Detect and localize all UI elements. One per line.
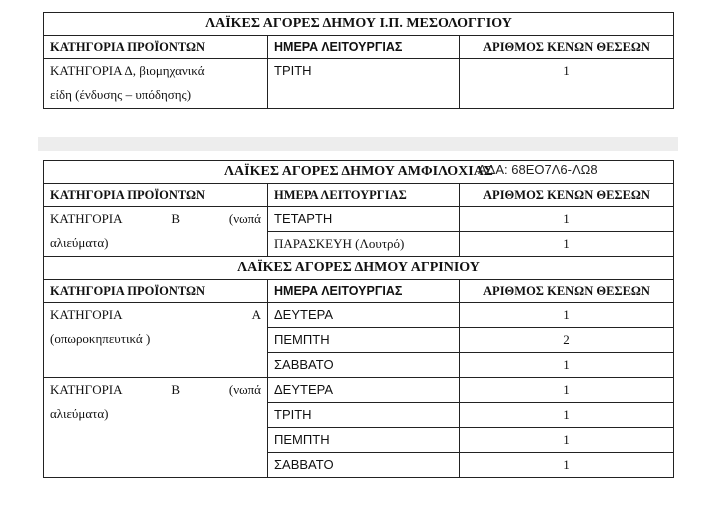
category-cell [44,207,268,257]
category-line: (οπωροκηπευτικά ) [50,331,151,346]
category-word: Β [171,382,181,397]
header-category: ΚΑΤΗΓΟΡΙΑ ΠΡΟΪΟΝΤΩΝ [44,36,268,59]
category-word: Β [171,211,181,226]
header-day: ΗΜΕΡΑ ΛΕΙΤΟΥΡΓΙΑΣ [268,36,460,59]
header-category: ΚΑΤΗΓΟΡΙΑ ΠΡΟΪΟΝΤΩΝ [44,280,268,303]
category-line: αλιεύματα) [50,235,109,250]
header-day: ΗΜΕΡΑ ΛΕΙΤΟΥΡΓΙΑΣ [268,184,460,207]
day-cell: ΠΕΜΠΤΗ [268,328,460,353]
category-line [50,207,261,231]
day-cell: ΤΕΤΑΡΤΗ [268,207,460,232]
category-word: Α [251,307,261,322]
count-cell: 1 [460,232,674,257]
count-cell: 1 [460,207,674,232]
header-day: ΗΜΕΡΑ ΛΕΙΤΟΥΡΓΙΑΣ [268,280,460,303]
category-line [50,303,261,327]
count-cell: 1 [460,403,674,428]
count-cell: 1 [460,428,674,453]
category-word: (νωπά [228,382,261,397]
day-cell: ΣΑΒΒΑΤΟ [268,453,460,478]
category-word: ΚΑΤΗΓΟΡΙΑ [50,382,123,397]
count-cell: 1 [460,59,674,109]
day-cell: ΤΡΙΤΗ [268,59,460,109]
mesolongi-markets-table [43,12,674,109]
category-cell [44,303,268,378]
count-cell: 1 [460,378,674,403]
day-cell: ΔΕΥΤΕΡΑ [268,378,460,403]
day-cell: ΤΡΙΤΗ [268,403,460,428]
header-count: ΑΡΙΘΜΟΣ ΚΕΝΩΝ ΘΕΣΕΩΝ [460,184,674,207]
count-cell: 1 [460,303,674,328]
count-cell: 2 [460,328,674,353]
header-count: ΑΡΙΘΜΟΣ ΚΕΝΩΝ ΘΕΣΕΩΝ [460,36,674,59]
table-title: ΛΑΪΚΕΣ ΑΓΟΡΕΣ ΔΗΜΟΥ ΑΓΡΙΝΙΟΥ [44,257,674,280]
table-title: ΛΑΪΚΕΣ ΑΓΟΡΕΣ ΔΗΜΟΥ ΑΜΦΙΛΟΧΙΑΣ [44,161,674,184]
category-cell [44,378,268,478]
count-cell: 1 [460,353,674,378]
header-category: ΚΑΤΗΓΟΡΙΑ ΠΡΟΪΟΝΤΩΝ [44,184,268,207]
count-cell: 1 [460,453,674,478]
header-count: ΑΡΙΘΜΟΣ ΚΕΝΩΝ ΘΕΣΕΩΝ [460,280,674,303]
day-cell: ΣΑΒΒΑΤΟ [268,353,460,378]
category-word: ΚΑΤΗΓΟΡΙΑ [50,307,123,322]
category-word: ΚΑΤΗΓΟΡΙΑ [50,211,123,226]
amfilochia-agrinio-markets-table [43,160,674,478]
day-cell: ΠΑΡΑΣΚΕΥΗ (Λουτρό) [268,232,460,257]
category-line: είδη (ένδυσης – υπόδησης) [50,87,192,102]
category-cell [44,59,268,109]
category-word: (νωπά [228,211,261,226]
category-line: αλιεύματα) [50,406,109,421]
day-cell: ΔΕΥΤΕΡΑ [268,303,460,328]
day-cell: ΠΕΜΠΤΗ [268,428,460,453]
category-line [50,378,261,402]
ada-stamp: ΑΔΑ: 68ΕΟ7Λ6-ΛΩ8 [478,162,598,177]
table-title: ΛΑΪΚΕΣ ΑΓΟΡΕΣ ΔΗΜΟΥ Ι.Π. ΜΕΣΟΛΟΓΓΙΟΥ [44,13,674,36]
page-separator [38,137,678,151]
category-line: ΚΑΤΗΓΟΡΙΑ Δ, βιομηχανικά [50,63,205,78]
